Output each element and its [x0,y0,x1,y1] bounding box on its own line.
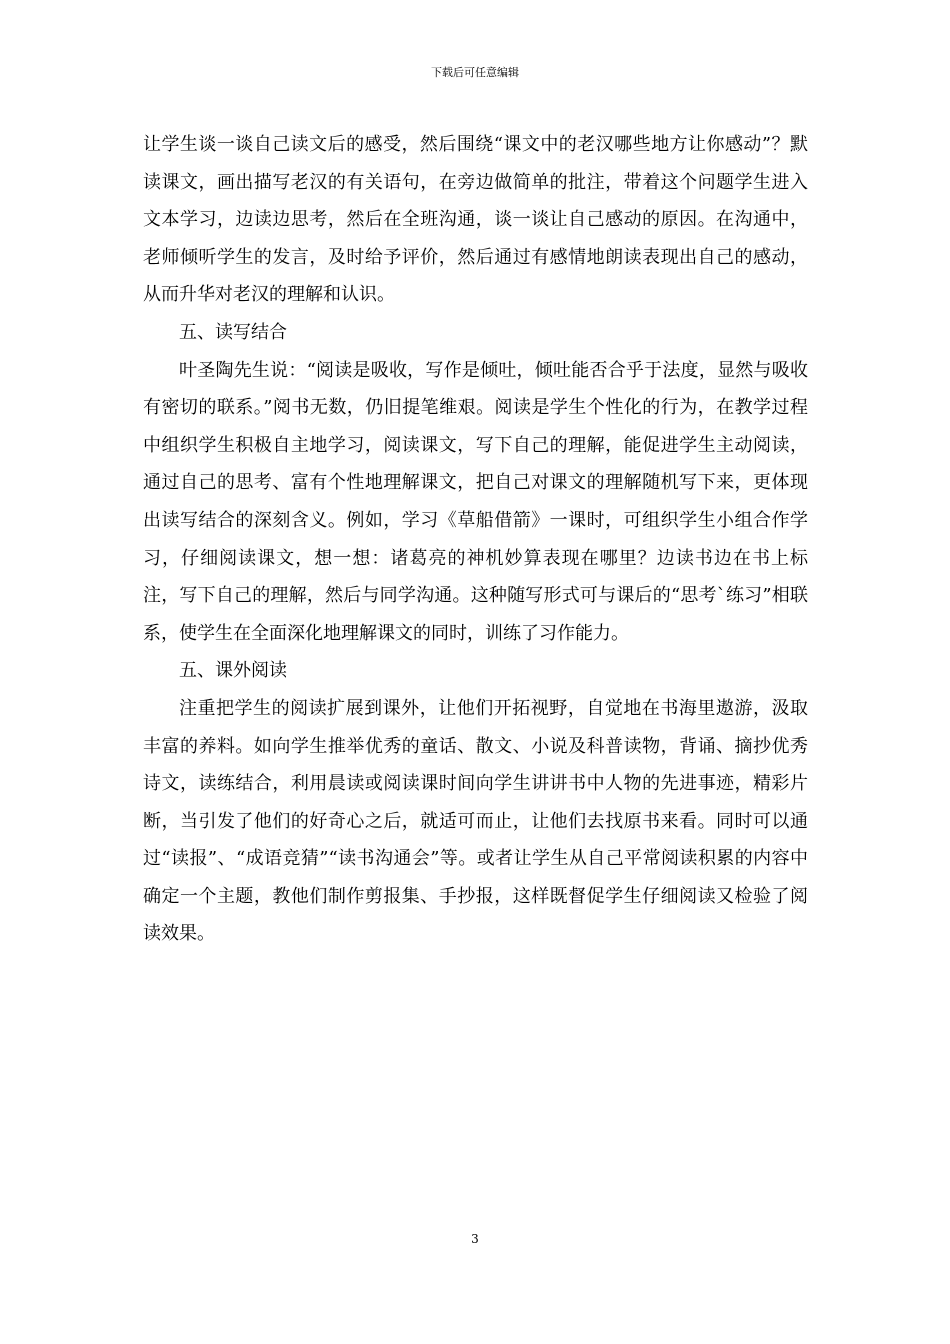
page-header: 下载后可任意编辑 [431,66,519,79]
paragraph-reading-writing: 叶圣陶先生说：“阅读是吸收，写作是倾吐，倾吐能否合乎于法度，显然与吸收有密切的联系。”阅书无数，仍旧提笔维艰。阅读是学生个性化的行为，在教学过程中组织学生积极自主地学习，阅读课文，写下自己的理解，能促进学生主动阅读，通过自己的思考、富有个性地理解课文，把自己对课文的理解随机写下来，更体现出读写结合的深刻含义。例如，学习《草船借箭》一课时，可组织学生小组合作学习，仔细阅读课文，想一想：诸葛亮的神机妙算表现在哪里？边读书边在书上标注，写下自己的理解，然后与同学沟通。这种随写形式可与课后的“思考`练习”相联系，使学生在全面深化地理解课文的同时，训练了习作能力。 [143,359,808,644]
page-number: 3 [471,1232,479,1246]
paragraph-extracurricular-reading: 注重把学生的阅读扩展到课外，让他们开拓视野，自觉地在书海里遨游，汲取丰富的养料。如向学生推举优秀的童话、散文、小说及科普读物，背诵、摘抄优秀诗文，读练结合，利用晨读或阅读课时间向学生讲讲书中人物的先进事迹，精彩片断，当引发了他们的好奇心之后，就适可而止，让他们去找原书来看。同时可以通过“读报”、“成语竞猜”“读书沟通会”等。或者让学生从自己平常阅读积累的内容中确定一个主题，教他们制作剪报集、手抄报，这样既督促学生仔细阅读又检验了阅读效果。 [143,697,808,945]
paragraph-intro: 让学生谈一谈自己读文后的感受，然后围绕“课文中的老汉哪些地方让你感动”？默读课文，画出描写老汉的有关语句，在旁边做简单的批注，带着这个问题学生进入文本学习，边读边思考，然后在全班沟通，谈一谈让自己感动的原因。在沟通中，老师倾听学生的发言，及时给予评价，然后通过有感情地朗读表现出自己的感动，从而升华对老汉的理解和认识。 [143,134,808,306]
document-body [143,126,808,953]
section-heading-reading-writing: 五、读写结合 [179,321,287,343]
section-heading-extracurricular-reading: 五、课外阅读 [179,660,287,682]
